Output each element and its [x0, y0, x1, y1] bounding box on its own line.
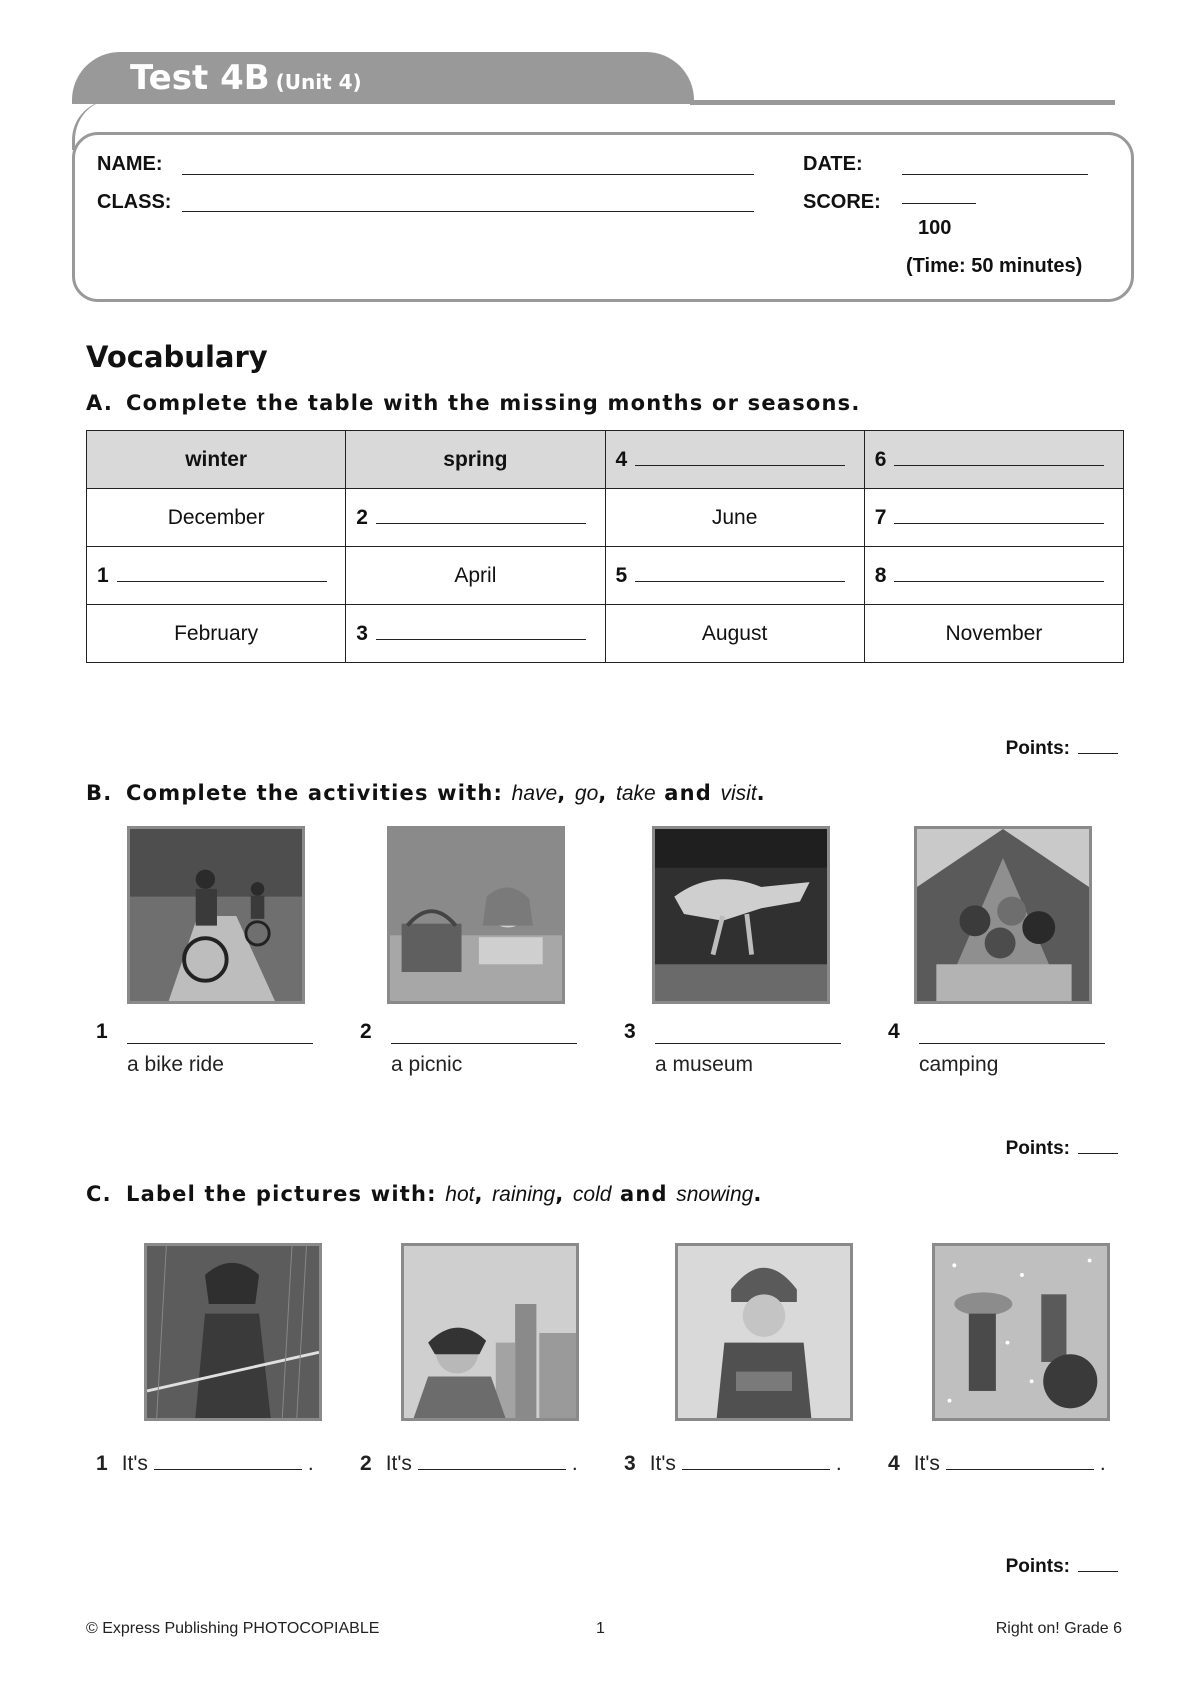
table-blank-cell[interactable]: [605, 431, 864, 489]
blank-number: 5: [615, 563, 628, 587]
points-label: Points:: [1005, 1138, 1070, 1159]
item-c-4: [888, 1452, 1106, 1476]
points-c: [1006, 1556, 1118, 1578]
picture-snow: [932, 1243, 1110, 1421]
table-row: [87, 547, 1124, 605]
item-c-3: [624, 1452, 842, 1476]
answer-line: [894, 448, 1104, 466]
item-c-3-answer-line[interactable]: [682, 1454, 830, 1470]
item-b-3-text: a museum: [655, 1053, 754, 1076]
separator: ,: [557, 781, 567, 805]
blank-number: 8: [874, 563, 887, 587]
word-take: take: [615, 782, 656, 805]
item-b-4-text: camping: [919, 1053, 999, 1076]
table-cell: February: [87, 605, 346, 663]
table-blank-cell[interactable]: [864, 431, 1123, 489]
months-seasons-table: [86, 430, 1124, 663]
table-cell: April: [346, 547, 605, 605]
item-b-2-number: 2: [360, 1020, 372, 1043]
table-cell: spring: [346, 431, 605, 489]
instruction-b-text: Complete the activities with:: [126, 781, 504, 805]
table-cell: November: [864, 605, 1123, 663]
rain-image: [147, 1246, 319, 1418]
picture-cold: [675, 1243, 853, 1421]
picture-picnic: [387, 826, 565, 1004]
class-label: CLASS:: [97, 191, 172, 213]
item-b-2-text: a picnic: [391, 1053, 463, 1076]
table-cell: August: [605, 605, 864, 663]
table-blank-cell[interactable]: [346, 605, 605, 663]
item-c-1-end: .: [307, 1452, 314, 1475]
item-c-2: [360, 1452, 578, 1476]
instruction-c: [86, 1182, 763, 1207]
date-label: DATE:: [803, 153, 863, 175]
table-blank-cell[interactable]: [864, 547, 1123, 605]
item-c-2-answer-line[interactable]: [418, 1454, 566, 1470]
picture-camping: [914, 826, 1092, 1004]
answer-line: [635, 564, 845, 582]
item-c-4-prefix: It's: [913, 1452, 940, 1475]
word-have: have: [511, 782, 558, 805]
camping-image: [917, 829, 1089, 1001]
item-b-3-answer-line[interactable]: [655, 1043, 841, 1044]
picture-cyclists: [127, 826, 305, 1004]
item-b-3-number: 3: [624, 1020, 636, 1043]
picture-rain: [144, 1243, 322, 1421]
points-label: Points:: [1005, 738, 1070, 759]
date-field[interactable]: [902, 174, 1088, 175]
points-field[interactable]: [1078, 1556, 1118, 1572]
points-a: [1006, 738, 1118, 760]
item-c-3-number: 3: [624, 1452, 636, 1475]
footer-page-number: 1: [596, 1620, 605, 1637]
points-label: Points:: [1005, 1556, 1070, 1577]
table-cell: winter: [87, 431, 346, 489]
item-b-2-answer-line[interactable]: [391, 1043, 577, 1044]
cold-image: [678, 1246, 850, 1418]
item-c-2-number: 2: [360, 1452, 372, 1475]
item-c-4-end: .: [1099, 1452, 1106, 1475]
answer-line: [376, 622, 586, 640]
museum-image: [655, 829, 827, 1001]
table-blank-cell[interactable]: [605, 547, 864, 605]
score-total: 100: [918, 217, 952, 239]
test-title: [130, 58, 362, 98]
score-label: SCORE:: [803, 191, 881, 213]
score-field[interactable]: [902, 203, 976, 204]
points-b: [1006, 1138, 1118, 1160]
answer-line: [635, 448, 845, 466]
separator: ,: [474, 1182, 484, 1206]
header-rule: [690, 100, 1115, 105]
instruction-b-letter: B.: [86, 781, 113, 805]
test-title-main: Test 4B: [130, 58, 270, 98]
item-c-3-prefix: It's: [649, 1452, 676, 1475]
name-label: NAME:: [97, 153, 163, 175]
item-c-1-prefix: It's: [121, 1452, 148, 1475]
test-title-unit: (Unit 4): [275, 70, 362, 94]
blank-number: 7: [874, 505, 887, 529]
word-cold: cold: [572, 1183, 612, 1206]
separator: ,: [598, 781, 608, 805]
separator: and: [619, 1182, 668, 1206]
separator: .: [756, 781, 766, 805]
separator: .: [753, 1182, 763, 1206]
separator: ,: [555, 1182, 565, 1206]
instruction-a: [86, 391, 861, 415]
blank-number: 1: [97, 563, 109, 587]
item-c-1-number: 1: [96, 1452, 108, 1475]
item-c-4-answer-line[interactable]: [946, 1454, 1094, 1470]
answer-line: [894, 506, 1104, 524]
blank-number: 6: [874, 447, 887, 471]
footer-book-title: Right on! Grade 6: [995, 1620, 1122, 1637]
picnic-image: [390, 829, 562, 1001]
table-row: [87, 489, 1124, 547]
table-blank-cell[interactable]: [346, 489, 605, 547]
cyclists-image: [130, 829, 302, 1001]
name-field[interactable]: [182, 174, 754, 175]
item-c-1-answer-line[interactable]: [154, 1454, 302, 1470]
instruction-c-letter: C.: [86, 1182, 112, 1206]
item-b-1-number: 1: [96, 1020, 108, 1043]
section-title-vocabulary: Vocabulary: [86, 340, 268, 374]
time-note: (Time: 50 minutes): [906, 255, 1083, 277]
blank-number: 4: [615, 447, 628, 471]
picture-heat: [401, 1243, 579, 1421]
item-b-1-text: a bike ride: [127, 1053, 224, 1076]
answer-line: [376, 506, 586, 524]
item-b-1-answer-line[interactable]: [127, 1043, 313, 1044]
answer-line: [117, 564, 327, 582]
table-row: [87, 605, 1124, 663]
table-cell: June: [605, 489, 864, 547]
table-header-row: [87, 431, 1124, 489]
answer-line: [894, 564, 1104, 582]
points-field[interactable]: [1078, 738, 1118, 754]
separator: and: [664, 781, 712, 805]
class-field[interactable]: [182, 211, 754, 212]
footer-copyright: © Express Publishing PHOTOCOPIABLE: [86, 1620, 380, 1637]
item-c-1: [96, 1452, 314, 1476]
word-visit: visit: [720, 782, 757, 805]
item-c-4-number: 4: [888, 1452, 900, 1475]
table-cell: December: [87, 489, 346, 547]
word-hot: hot: [445, 1183, 475, 1206]
snow-image: [935, 1246, 1107, 1418]
word-go: go: [574, 782, 599, 805]
picture-museum: [652, 826, 830, 1004]
blank-number: 2: [356, 505, 368, 529]
word-snowing: snowing: [676, 1183, 754, 1206]
word-raining: raining: [492, 1183, 556, 1206]
instruction-a-letter: A.: [86, 391, 114, 415]
blank-number: 3: [356, 621, 368, 645]
item-c-2-prefix: It's: [385, 1452, 412, 1475]
item-b-4-number: 4: [888, 1020, 900, 1043]
instruction-c-text: Label the pictures with:: [126, 1182, 437, 1206]
instruction-a-text: Complete the table with the missing months or seasons.: [126, 391, 861, 415]
item-c-3-end: .: [835, 1452, 842, 1475]
table-blank-cell[interactable]: [864, 489, 1123, 547]
item-c-2-end: .: [571, 1452, 578, 1475]
item-b-4-answer-line[interactable]: [919, 1043, 1105, 1044]
instruction-b: [86, 781, 766, 806]
points-field[interactable]: [1078, 1138, 1118, 1154]
heat-image: [404, 1246, 576, 1418]
table-blank-cell[interactable]: [87, 547, 346, 605]
